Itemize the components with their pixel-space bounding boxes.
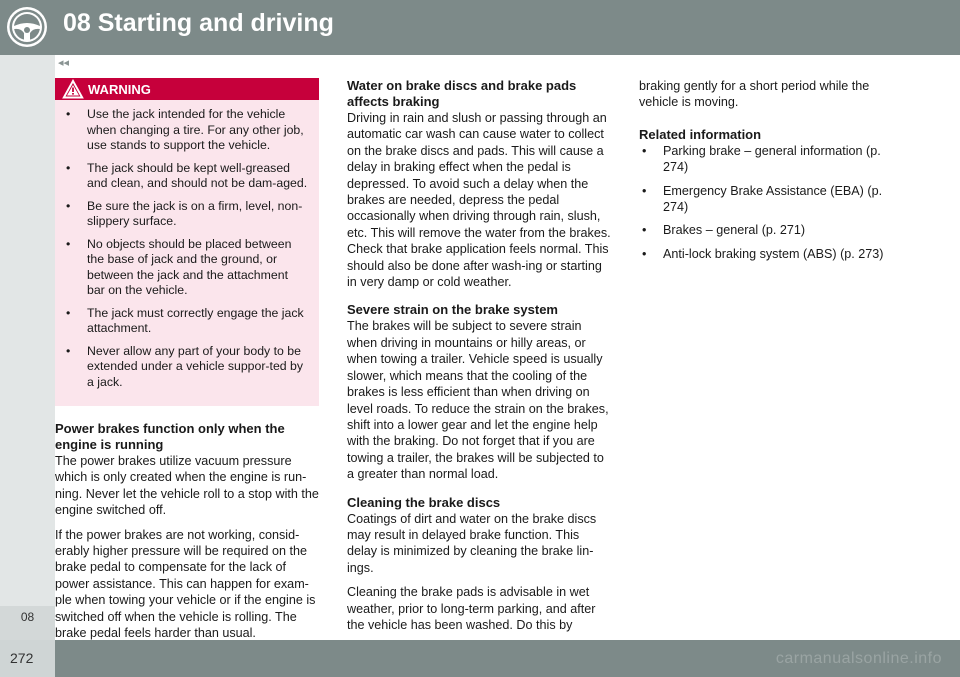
bullet-icon: • <box>66 305 71 320</box>
warning-item <box>63 107 309 154</box>
section-power-brakes <box>55 421 319 641</box>
watermark: carmanualsonline.info <box>775 650 942 667</box>
related-link-text[interactable]: Brakes – general (p. 271) <box>663 223 806 238</box>
section-heading: Severe strain on the brake system <box>347 302 558 318</box>
bullet-icon: • <box>642 143 647 158</box>
paragraph: Driving in rain and slush or passing through an automatic car wash can cause water to collect on the brake discs and pads. This will cause a delay in braking effect when the pedal is depressed. To avoid such a delay when the brakes are needed, depress the pedal occasionally when driving through rain, slush, etc. This will remove the water from the brakes. Check that brake application feels normal. This should also be done after wash-ing or starting in very damp or cold weather. <box>347 111 611 290</box>
section-water <box>347 78 612 290</box>
related-link[interactable] <box>639 183 904 216</box>
warning-item <box>63 199 309 230</box>
section-cleaning <box>347 495 612 634</box>
related-link-text[interactable]: Anti-lock braking system (ABS) (p. 273) <box>663 246 884 261</box>
related-link-text[interactable]: Emergency Brake Assistance (EBA) (p. 274) <box>663 183 883 215</box>
section-heading: Related information <box>639 126 762 142</box>
paragraph: braking gently for a short period while the vehicle is moving. <box>639 79 870 110</box>
related-link-text[interactable]: Parking brake – general information (p. 274) <box>663 143 881 175</box>
steering-wheel-icon <box>0 0 55 55</box>
warning-item-text: No objects should be placed between the base of jack and the ground, or between the jack and the attachment bar on the vehicle. <box>87 236 292 297</box>
section-strain <box>347 302 612 482</box>
warning-item-text: Be sure the jack is on a firm, level, non-slippery surface. <box>87 198 303 228</box>
warning-item <box>63 161 309 192</box>
bullet-icon: • <box>66 198 71 213</box>
column-3 <box>639 78 904 269</box>
warning-item-text: Use the jack intended for the vehicle when changing a tire. For any other job, use stands to support the vehicle. <box>87 107 304 152</box>
bullet-icon: • <box>642 183 647 198</box>
related-link[interactable] <box>639 222 904 238</box>
sidebar-chapter-tab[interactable]: 08 <box>0 606 55 644</box>
header-bar <box>0 0 960 55</box>
footer-page-box <box>0 640 55 677</box>
warning-list <box>55 100 319 390</box>
bullet-icon: • <box>66 343 71 358</box>
warning-title: WARNING <box>88 82 151 97</box>
section-heading: Water on brake discs and brake pads affects braking <box>347 78 577 109</box>
bullet-icon: • <box>66 236 71 251</box>
paragraph: The brakes will be subject to severe strain when driving in mountains or hilly areas, or when towing a trailer. Vehicle speed is usually slower, which means that the cooling of the brakes is less efficient than when driving on level roads. To reduce the strain on the brakes, shift into a lower gear and let the engine help with the braking. Do not forget that if you are towing a trailer, the brakes will be subjected to a greater than normal load. <box>347 319 609 482</box>
related-link[interactable] <box>639 143 904 176</box>
warning-header <box>55 78 319 100</box>
page-number: 272 <box>10 650 34 666</box>
warning-box <box>55 78 319 406</box>
section-heading: Cleaning the brake discs <box>347 494 501 510</box>
warning-triangle-icon <box>62 79 84 99</box>
column-1 <box>55 78 319 649</box>
warning-item <box>63 237 309 299</box>
column-2 <box>347 78 612 641</box>
warning-item <box>63 344 309 391</box>
paragraph: Cleaning the brake pads is advisable in wet weather, prior to long-term parking, and after the vehicle has been washed. Do this by <box>347 585 596 632</box>
warning-item-text: The jack should be kept well-greased and clean, and should not be dam-aged. <box>87 160 308 190</box>
bullet-icon: • <box>66 107 71 121</box>
warning-item-text: The jack must correctly engage the jack attachment. <box>87 305 304 335</box>
chapter-sidebar <box>0 55 55 640</box>
bullet-icon: • <box>642 223 647 238</box>
section-related <box>639 127 904 262</box>
paragraph: The power brakes utilize vacuum pressure which is only created when the engine is run-ning. Never let the vehicle roll to a stop with the engine switched off. <box>55 454 319 518</box>
warning-item-text: Never allow any part of your body to be extended under a vehicle suppor-ted by a jack. <box>87 343 304 389</box>
related-link[interactable] <box>639 246 904 262</box>
paragraph: If the power brakes are not working, consid-erably higher pressure will be required on the brake pedal to compensate for the lack of power assistance. This can happen for exam-ple when towing your vehicle or if the engine is switched off when the vehicle is rolling. The brake pedal feels harder than usual. <box>55 527 316 641</box>
paragraph: Coatings of dirt and water on the brake discs may result in delayed brake function. This delay is minimized by cleaning the brake lin-ings. <box>347 511 597 575</box>
warning-item <box>63 306 309 337</box>
back-nav-icon[interactable]: ◂◂ <box>58 57 70 69</box>
related-list <box>639 143 904 262</box>
bullet-icon: • <box>66 160 71 175</box>
footer-bar <box>0 640 960 677</box>
bullet-icon: • <box>642 246 647 261</box>
chapter-title: 08 Starting and driving <box>63 9 334 37</box>
section-heading: Power brakes function only when the engine is running <box>55 421 285 452</box>
